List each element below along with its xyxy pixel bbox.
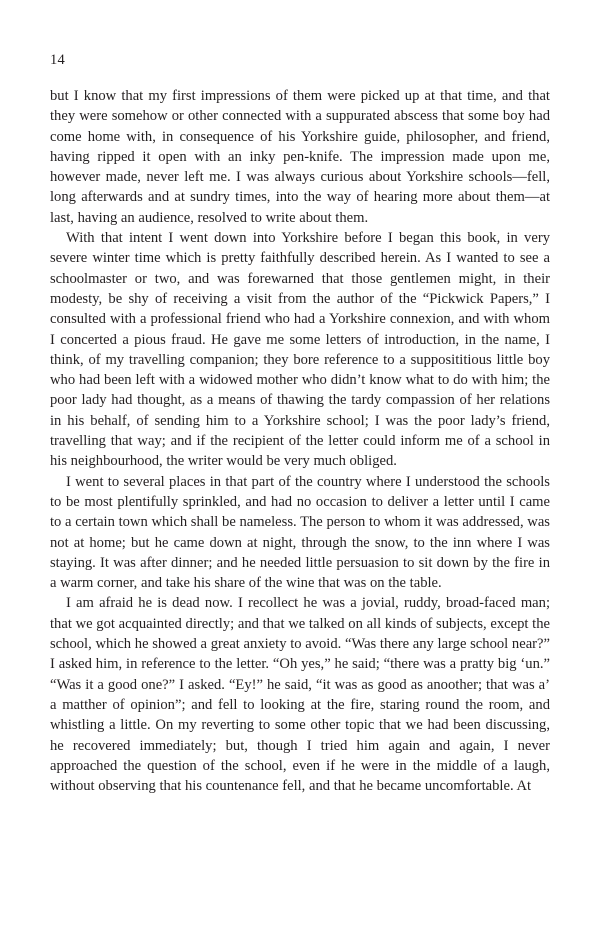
- body-text: [50, 86, 550, 796]
- paragraph: I am afraid he is dead now. I recollect he was a jovial, ruddy, broad-faced man; that we got acquainted directly; and that we talked on all kinds of subjects, except the school, which he showed a great anxiety to avoid. “Was there any large school near?” I asked him, in reference to the letter. “Oh yes,” he said; “there was a pratty big ‘un.” “Was it a good one?” I asked. “Ey!” he said, “it was as good as anoother; that was a’ a matther of opinion”; and fell to looking at the fire, staring round the room, and whistling a little. On my reverting to some other topic that we had been discussing, he recovered immediately; but, though I tried him again and again, I never approached the question of the school, even if he were in the middle of a laugh, without observing that his countenance fell, and that he became uncomfortable. At: [50, 595, 550, 795]
- paragraph: but I know that my first impressions of them were picked up at that time, and that they were somehow or other connected with a suppurated abscess that some boy had come home with, in consequence of his Yorkshire guide, philosopher, and friend, having ripped it open with an inky pen-knife. The impression made upon me, however made, never left me. I was always curious about Yorkshire schools—fell, long afterwards and at sundry times, into the way of hearing more about them—at last, having an audience, resolved to write about them.: [50, 88, 550, 226]
- paragraph: I went to several places in that part of the country where I understood the schools to be most plentifully sprinkled, and had no occasion to deliver a letter until I came to a certain town which shall be nameless. The person to whom it was addressed, was not at home; but he came down at night, through the snow, to the inn where I was staying. It was after dinner; and he needed little persuasion to sit down by the fire in a warm corner, and take his share of the wine that was on the table.: [50, 473, 550, 592]
- page-number: 14: [50, 52, 66, 68]
- paragraph: With that intent I went down into Yorkshire before I began this book, in very severe winter time which is pretty faithfully described herein. As I wanted to see a schoolmaster or two, and was forewarned that those gentlemen might, in their modesty, be shy of receiving a visit from the author of the “Pickwick Papers,” I consulted with a professional friend who had a Yorkshire connexion, and with whom I concerted a pious fraud. He gave me some letters of introduction, in the name, I think, of my travelling companion; they bore reference to a supposititious little boy who had been left with a widowed mother who didn’t know what to do with him; the poor lady had thought, as a means of thawing the tardy compassion of her relations in his behalf, of sending him to a Yorkshire school; I was the poor lady’s friend, travelling that way; and if the recipient of the letter could inform me of a school in his neighbourhood, the writer would be very much obliged.: [50, 230, 550, 470]
